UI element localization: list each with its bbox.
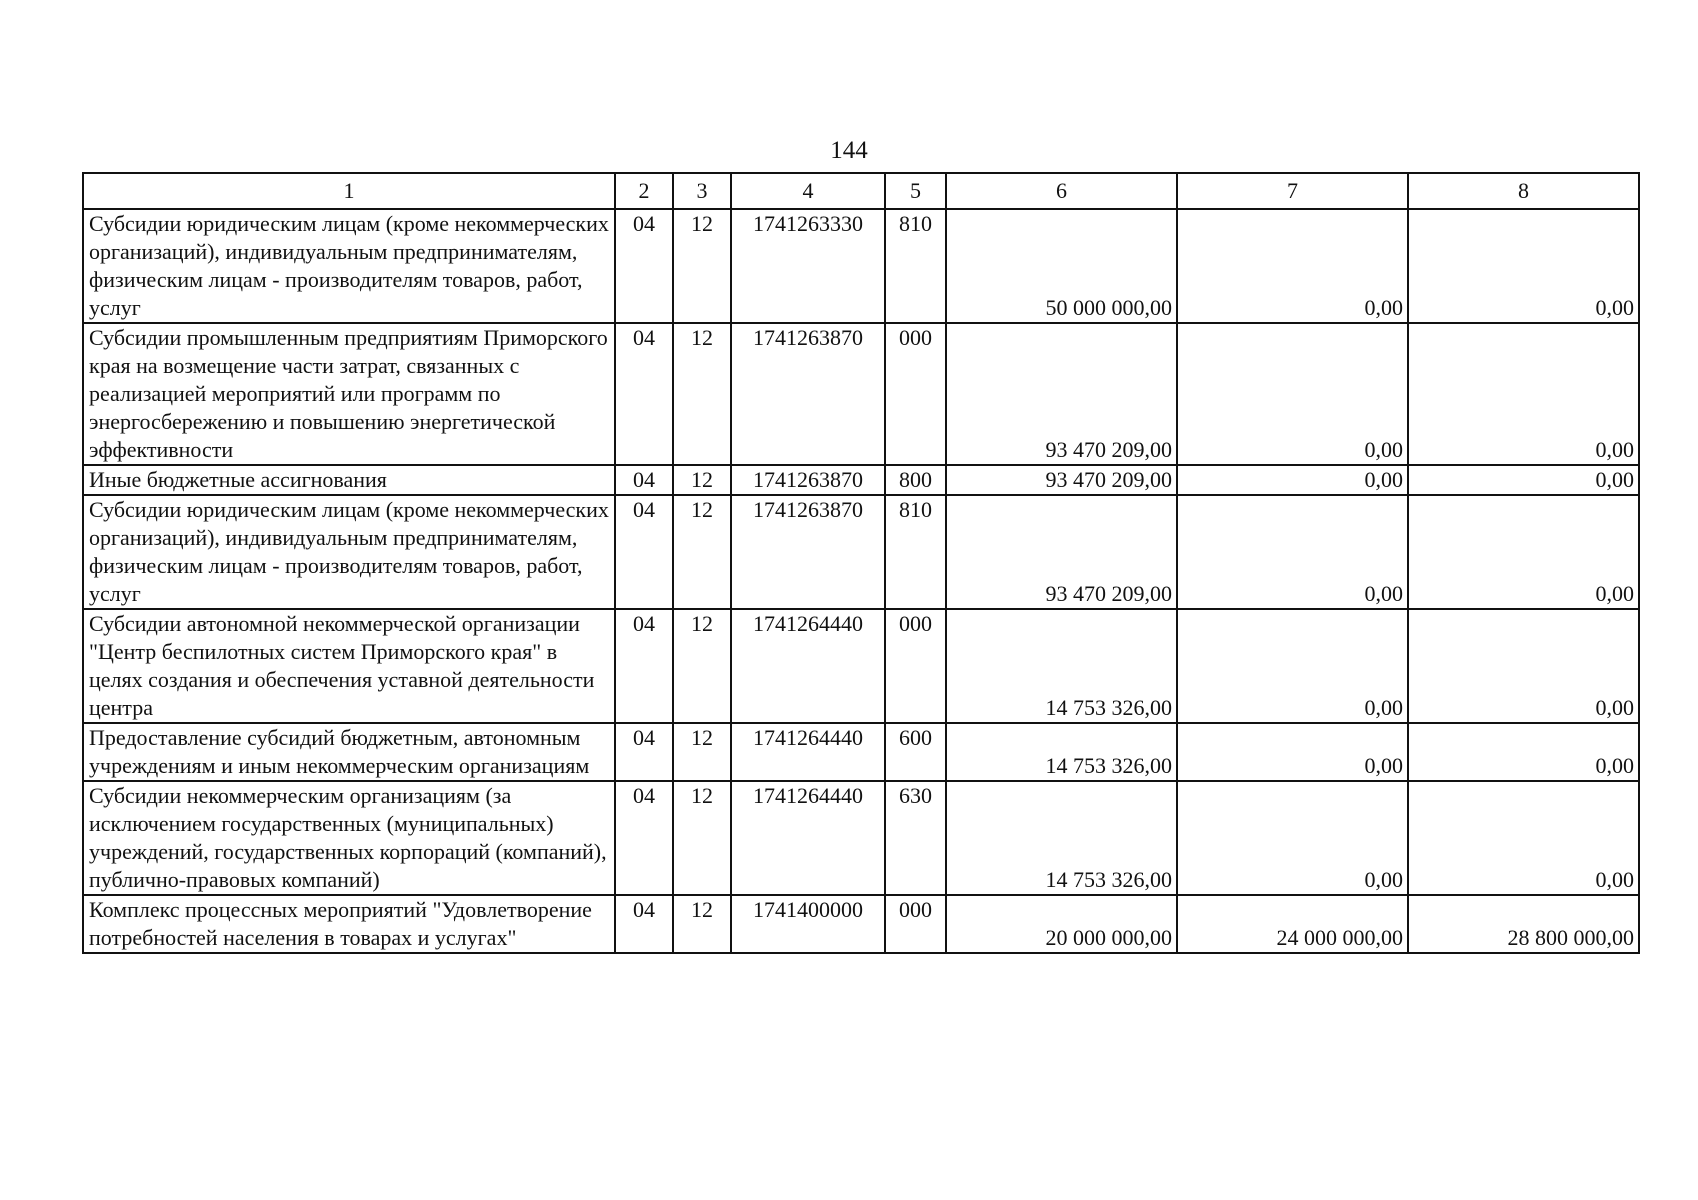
section-code-cell: 04 bbox=[615, 323, 673, 465]
page-number: 144 bbox=[830, 137, 868, 164]
target-article-cell: 1741264440 bbox=[731, 609, 885, 723]
amount-col7-cell: 0,00 bbox=[1177, 465, 1408, 495]
amount-col8-cell: 0,00 bbox=[1408, 609, 1639, 723]
expense-type-cell: 600 bbox=[885, 723, 946, 781]
column-header-4: 4 bbox=[731, 173, 885, 209]
expense-type-cell: 000 bbox=[885, 323, 946, 465]
subsection-code-cell: 12 bbox=[673, 895, 731, 953]
amount-col7-cell: 0,00 bbox=[1177, 323, 1408, 465]
row-name-cell: Субсидии юридическим лицам (кроме некоммерческих организаций), индивидуальным предпринимателям, физическим лицам - производителям товаров, работ, услуг bbox=[83, 209, 615, 323]
subsection-code-cell: 12 bbox=[673, 495, 731, 609]
amount-col8-cell: 0,00 bbox=[1408, 495, 1639, 609]
expense-type-cell: 800 bbox=[885, 465, 946, 495]
column-header-5: 5 bbox=[885, 173, 946, 209]
section-code-cell: 04 bbox=[615, 895, 673, 953]
column-header-6: 6 bbox=[946, 173, 1177, 209]
amount-col7-cell: 0,00 bbox=[1177, 209, 1408, 323]
column-number-row bbox=[83, 173, 1639, 209]
table-row bbox=[83, 895, 1639, 953]
subsection-code-cell: 12 bbox=[673, 609, 731, 723]
section-code-cell: 04 bbox=[615, 781, 673, 895]
section-code-cell: 04 bbox=[615, 495, 673, 609]
column-header-7: 7 bbox=[1177, 173, 1408, 209]
amount-col6-cell: 50 000 000,00 bbox=[946, 209, 1177, 323]
subsection-code-cell: 12 bbox=[673, 209, 731, 323]
amount-col6-cell: 14 753 326,00 bbox=[946, 723, 1177, 781]
budget-table bbox=[82, 172, 1640, 954]
amount-col7-cell: 0,00 bbox=[1177, 781, 1408, 895]
section-code-cell: 04 bbox=[615, 209, 673, 323]
amount-col6-cell: 20 000 000,00 bbox=[946, 895, 1177, 953]
amount-col7-cell: 24 000 000,00 bbox=[1177, 895, 1408, 953]
subsection-code-cell: 12 bbox=[673, 323, 731, 465]
row-name-cell: Комплекс процессных мероприятий "Удовлетворение потребностей населения в товарах и услугах" bbox=[83, 895, 615, 953]
table-row bbox=[83, 609, 1639, 723]
amount-col8-cell: 0,00 bbox=[1408, 723, 1639, 781]
amount-col8-cell: 0,00 bbox=[1408, 323, 1639, 465]
table-row bbox=[83, 495, 1639, 609]
amount-col6-cell: 14 753 326,00 bbox=[946, 781, 1177, 895]
section-code-cell: 04 bbox=[615, 465, 673, 495]
section-code-cell: 04 bbox=[615, 723, 673, 781]
row-name-cell: Иные бюджетные ассигнования bbox=[83, 465, 615, 495]
column-header-8: 8 bbox=[1408, 173, 1639, 209]
subsection-code-cell: 12 bbox=[673, 465, 731, 495]
target-article-cell: 1741263870 bbox=[731, 495, 885, 609]
target-article-cell: 1741263330 bbox=[731, 209, 885, 323]
target-article-cell: 1741263870 bbox=[731, 465, 885, 495]
table-row bbox=[83, 323, 1639, 465]
expense-type-cell: 000 bbox=[885, 895, 946, 953]
amount-col6-cell: 93 470 209,00 bbox=[946, 495, 1177, 609]
table-row bbox=[83, 209, 1639, 323]
section-code-cell: 04 bbox=[615, 609, 673, 723]
subsection-code-cell: 12 bbox=[673, 781, 731, 895]
target-article-cell: 1741264440 bbox=[731, 781, 885, 895]
amount-col8-cell: 0,00 bbox=[1408, 465, 1639, 495]
amount-col6-cell: 93 470 209,00 bbox=[946, 465, 1177, 495]
expense-type-cell: 000 bbox=[885, 609, 946, 723]
row-name-cell: Предоставление субсидий бюджетным, автономным учреждениям и иным некоммерческим организациям bbox=[83, 723, 615, 781]
row-name-cell: Субсидии юридическим лицам (кроме некоммерческих организаций), индивидуальным предпринимателям, физическим лицам - производителям товаров, работ, услуг bbox=[83, 495, 615, 609]
amount-col7-cell: 0,00 bbox=[1177, 609, 1408, 723]
target-article-cell: 1741264440 bbox=[731, 723, 885, 781]
row-name-cell: Субсидии автономной некоммерческой организации "Центр беспилотных систем Приморского края" в целях создания и обеспечения уставной деятельности центра bbox=[83, 609, 615, 723]
row-name-cell: Субсидии промышленным предприятиям Приморского края на возмещение части затрат, связанных с реализацией мероприятий или программ по энергосбережению и повышению энергетической эффективности bbox=[83, 323, 615, 465]
expense-type-cell: 810 bbox=[885, 495, 946, 609]
amount-col8-cell: 0,00 bbox=[1408, 209, 1639, 323]
target-article-cell: 1741263870 bbox=[731, 323, 885, 465]
subsection-code-cell: 12 bbox=[673, 723, 731, 781]
expense-type-cell: 810 bbox=[885, 209, 946, 323]
table-row bbox=[83, 465, 1639, 495]
amount-col8-cell: 28 800 000,00 bbox=[1408, 895, 1639, 953]
column-header-3: 3 bbox=[673, 173, 731, 209]
table-row bbox=[83, 781, 1639, 895]
column-header-2: 2 bbox=[615, 173, 673, 209]
amount-col7-cell: 0,00 bbox=[1177, 723, 1408, 781]
target-article-cell: 1741400000 bbox=[731, 895, 885, 953]
amount-col8-cell: 0,00 bbox=[1408, 781, 1639, 895]
table-row bbox=[83, 723, 1639, 781]
amount-col6-cell: 93 470 209,00 bbox=[946, 323, 1177, 465]
expense-type-cell: 630 bbox=[885, 781, 946, 895]
row-name-cell: Субсидии некоммерческим организациям (за исключением государственных (муниципальных) учреждений, государственных корпораций (компаний), публично-правовых компаний) bbox=[83, 781, 615, 895]
amount-col7-cell: 0,00 bbox=[1177, 495, 1408, 609]
column-header-1: 1 bbox=[83, 173, 615, 209]
amount-col6-cell: 14 753 326,00 bbox=[946, 609, 1177, 723]
